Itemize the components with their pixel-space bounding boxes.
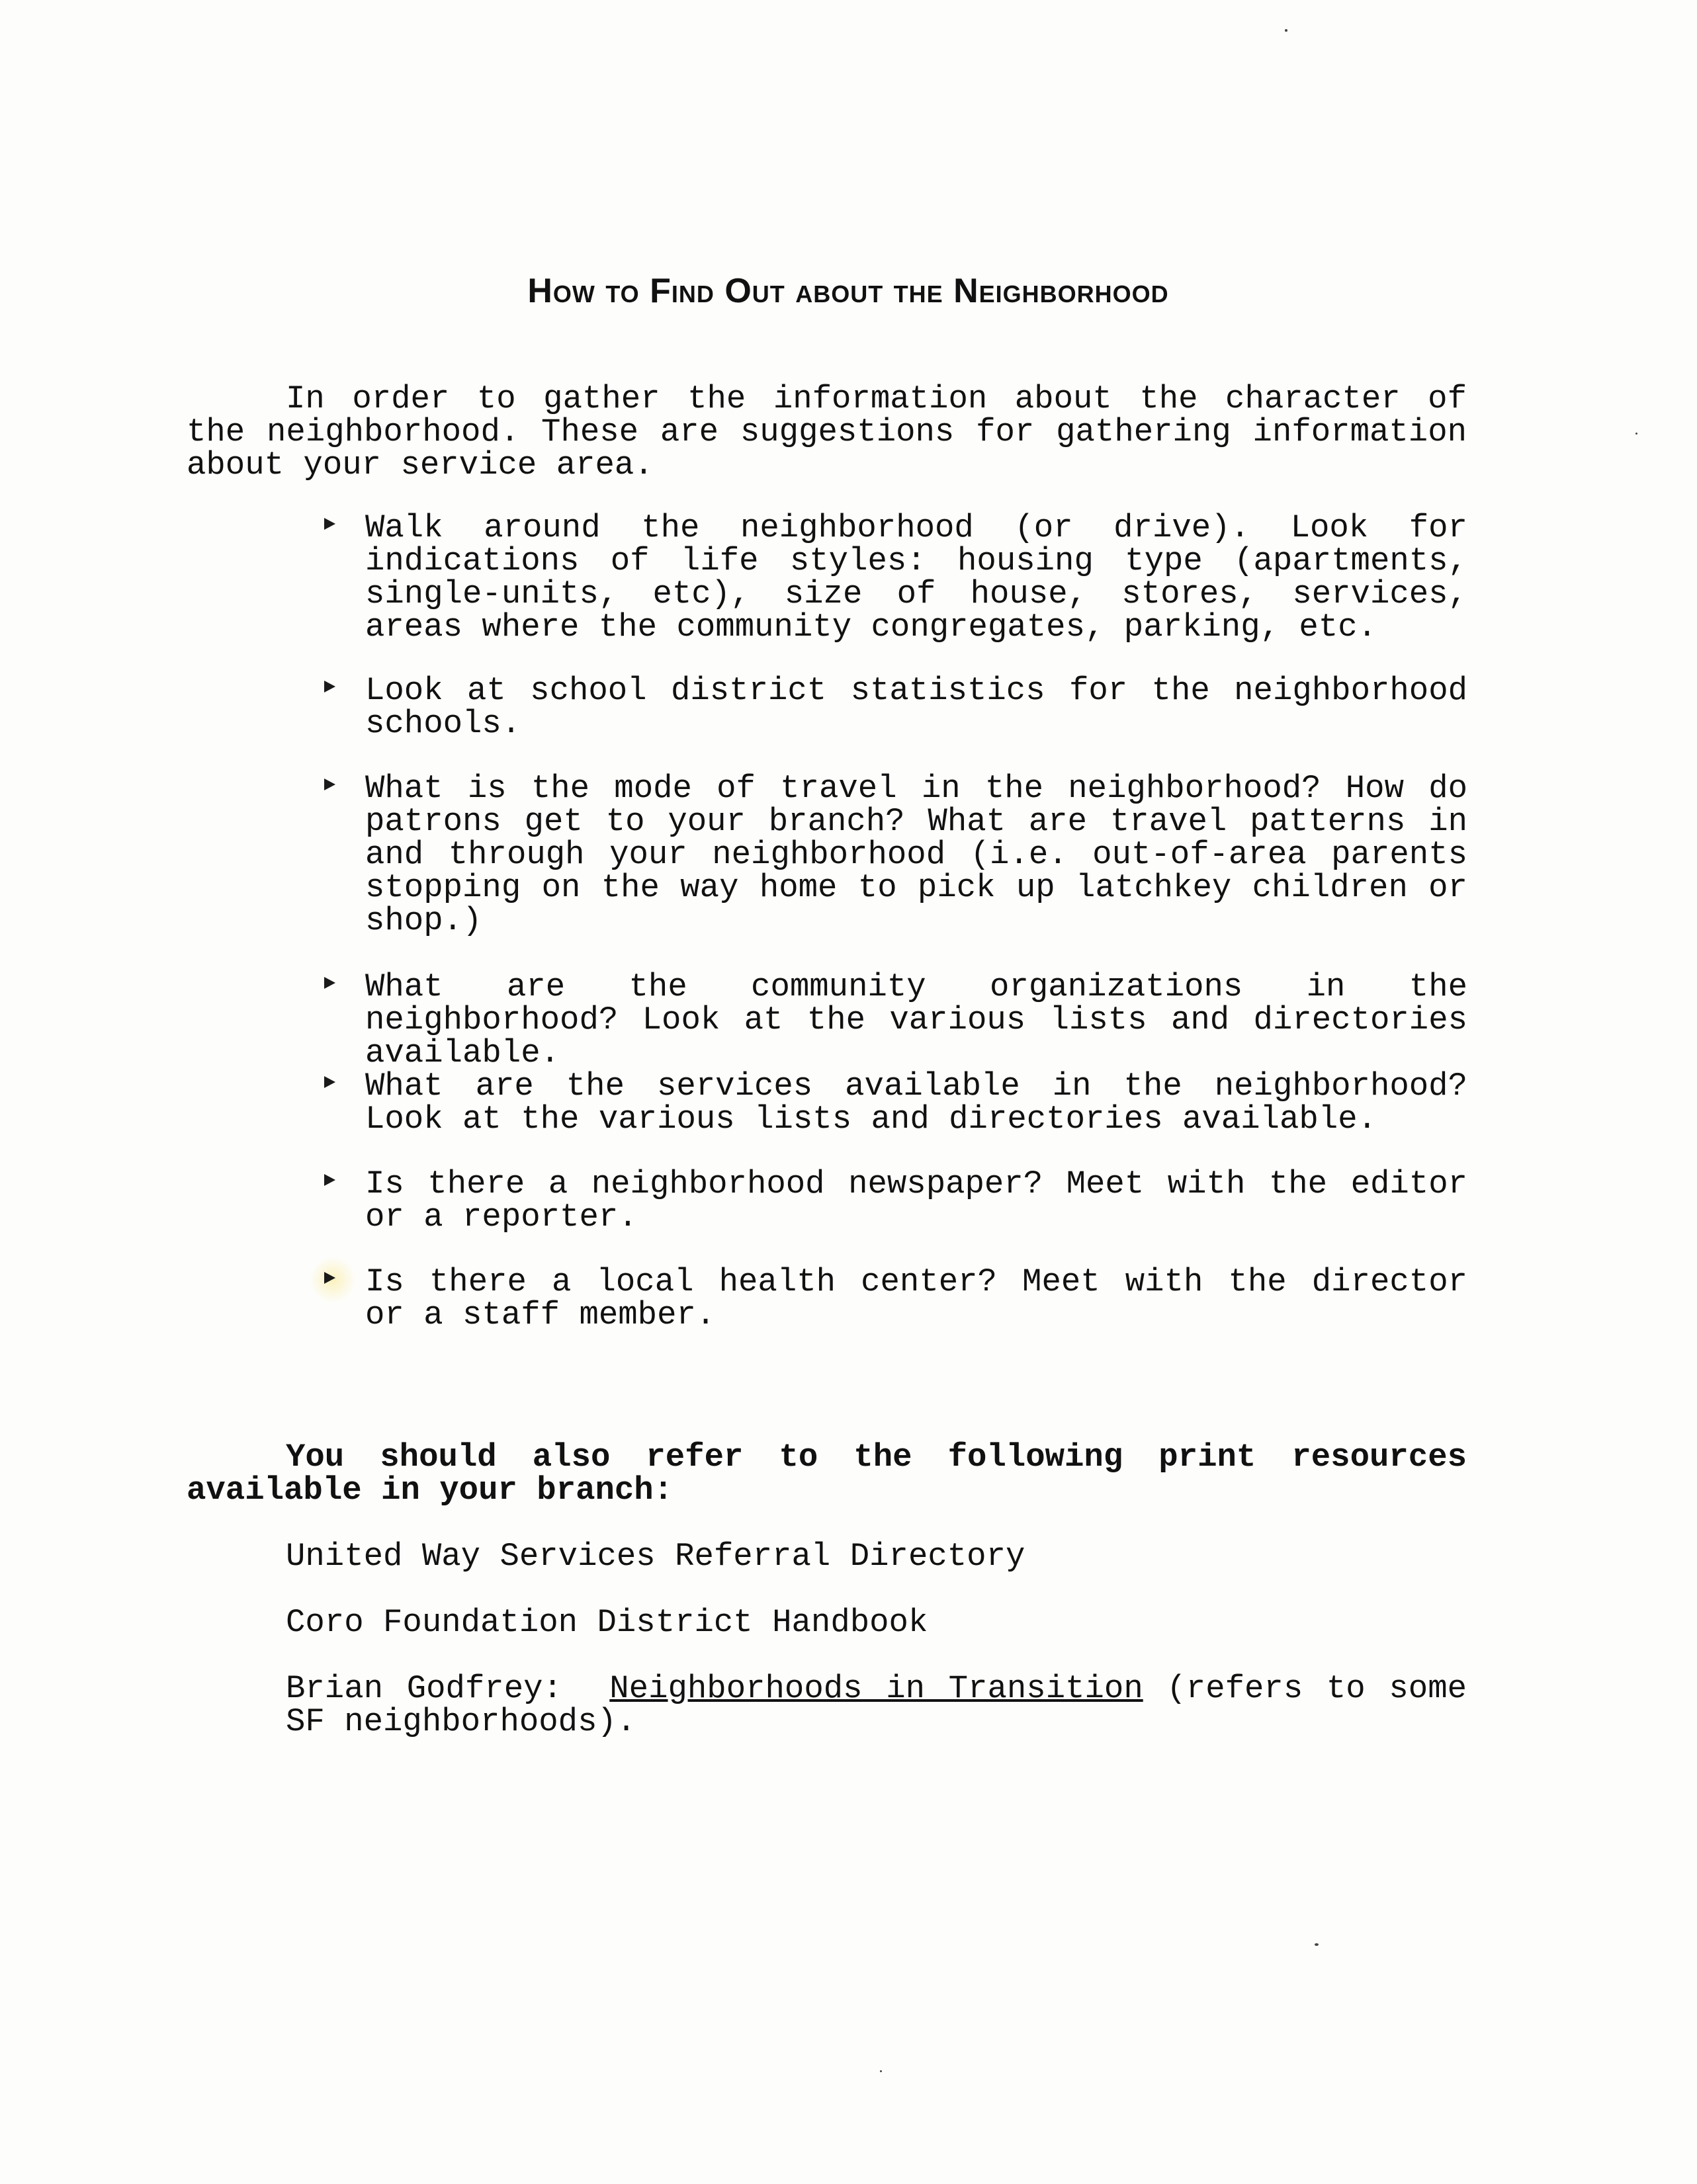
- bullet-arrow-icon: [324, 1174, 335, 1186]
- list-item: [324, 1265, 1467, 1331]
- list-item-text: Is there a local health center? Meet with the director or a staff member.: [365, 1263, 1467, 1333]
- list-item: [324, 968, 1467, 1071]
- list-item: [324, 674, 1467, 740]
- suggestions-list: [324, 511, 1467, 1331]
- resource-united-way: United Way Services Referral Directory: [286, 1538, 1025, 1575]
- list-item: [324, 1070, 1467, 1136]
- list-item: [324, 511, 1467, 644]
- scan-speck: [1285, 29, 1287, 32]
- scan-speck: [1315, 1943, 1319, 1946]
- resource-note: (refers to some SF neighborhoods).: [286, 1670, 1467, 1740]
- resource-godfrey: [286, 1672, 1467, 1738]
- intro-paragraph: In order to gather the information about the character of the neighborhood. These are suggestions for gathering information about your service area.: [187, 380, 1467, 483]
- list-item-text: Look at school district statistics for the neighborhood schools.: [365, 672, 1467, 742]
- resources-intro: You should also refer to the following print resources available in your branch:: [187, 1439, 1467, 1509]
- bullet-arrow-icon: [324, 778, 335, 790]
- list-item-text: What is the mode of travel in the neighborhood? How do patrons get to your branch? What are travel patterns in and through your neighborhood (i.e. out-of-area parents stopping on the way home to pick up latchkey children or shop.): [365, 770, 1467, 939]
- list-item-text: What are the community organizations in the neighborhood? Look at the various lists and directories available.: [365, 968, 1467, 1071]
- page-title: How to Find Out about the Neighborhood: [527, 272, 1169, 310]
- list-item-text: Walk around the neighborhood (or drive). Look for indications of life styles: housing type (apartments, single-units, etc), size of house, stores, services, areas where the community congregates, parking, etc.: [365, 509, 1467, 646]
- bullet-arrow-icon: [324, 518, 335, 530]
- resource-coro-handbook: Coro Foundation District Handbook: [286, 1604, 928, 1641]
- resource-author: Brian Godfrey:: [286, 1670, 562, 1707]
- bullet-arrow-icon: [324, 681, 335, 693]
- list-item: [324, 1167, 1467, 1234]
- bullet-arrow-icon: [324, 1272, 335, 1284]
- scan-speck: [880, 2070, 882, 2072]
- list-item-text: What are the services available in the neighborhood? Look at the various lists and directories available.: [365, 1068, 1467, 1138]
- resource-book-title: Neighborhoods in Transition: [609, 1670, 1143, 1707]
- bullet-arrow-icon: [324, 977, 335, 989]
- list-item-text: Is there a neighborhood newspaper? Meet with the editor or a reporter.: [365, 1165, 1467, 1236]
- scan-speck: [1635, 433, 1637, 435]
- list-item: [324, 772, 1467, 937]
- bullet-arrow-icon: [324, 1076, 335, 1088]
